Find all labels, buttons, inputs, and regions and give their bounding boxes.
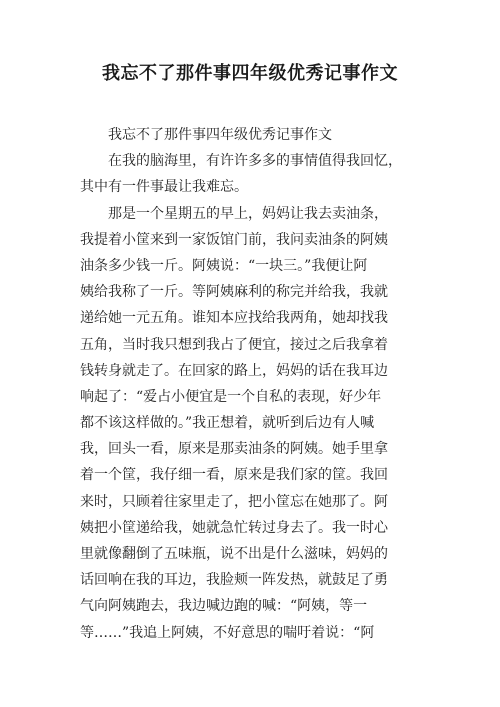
- body-line: 其中有一件事最让我难忘。: [80, 179, 248, 196]
- document-body: [80, 122, 425, 646]
- body-line: 我忘不了那件事四年级优秀记事作文: [108, 127, 332, 143]
- body-line: 姨给我称了一斤。等阿姨麻利的称完并给我，我就: [80, 284, 388, 301]
- body-line: 钱转身就走了。在回家的路上，妈妈的话在我耳边: [80, 362, 388, 379]
- body-line: 姨把小筐递给我，她就急忙转过身去了。我一时心: [80, 519, 388, 536]
- body-line: 话回响在我的耳边，我脸颊一阵发热，就鼓足了勇: [80, 572, 388, 589]
- body-line: 着一个筐，我仔细一看，原来是我们家的筐。我回: [80, 467, 388, 484]
- body-line: 等……”我追上阿姨，不好意思的喘吁着说：“阿: [80, 624, 375, 641]
- body-line: 我，回头一看，原来是那卖油条的阿姨。她手里拿: [80, 441, 388, 458]
- body-line: 我提着小筐来到一家饭馆门前，我问卖油条的阿姨: [80, 231, 388, 248]
- body-line: 在我的脑海里，有许许多多的事情值得我回忆，: [108, 153, 402, 170]
- document-title: 我忘不了那件事四年级优秀记事作文: [102, 63, 398, 84]
- body-line: 响起了：“爱占小便宜是一个自私的表现，好少年: [80, 388, 382, 405]
- body-line: 都不该这样做的。”我正想着，就听到后边有人喊: [80, 415, 375, 432]
- body-line: 递给她一元五角。谁知本应找给我两角，她却找我: [80, 310, 388, 327]
- body-line: 油条多少钱一斤。阿姨说：“一块三。”我便让阿: [80, 257, 368, 274]
- body-line: 那是一个星期五的早上，妈妈让我去卖油条，: [108, 205, 388, 222]
- body-line: 五角，当时我只想到我占了便宜，接过之后我拿着: [80, 336, 388, 353]
- body-line: 气向阿姨跑去，我边喊边跑的喊：“阿姨，等一: [80, 598, 368, 615]
- body-line: 里就像翻倒了五味瓶，说不出是什么滋味，妈妈的: [80, 546, 388, 562]
- body-line: 来时，只顾着往家里走了，把小筐忘在她那了。阿: [80, 493, 388, 510]
